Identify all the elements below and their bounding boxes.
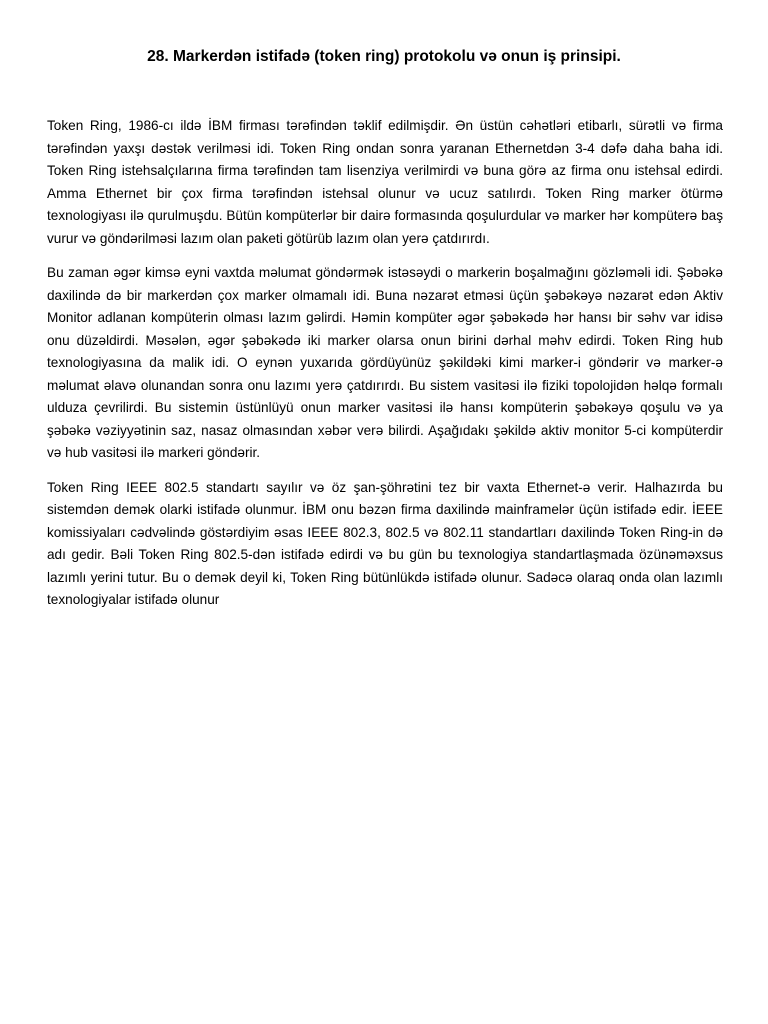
paragraph-1: Token Ring, 1986-cı ildə İBM firması tərəfindən təklif edilmişdir. Ən üstün cəhətləri etibarlı, sürətli və firma tərəfindən yaxşı dəstək verilməsi idi. Token Ring ondan sonra yaranan Ethernetdən 3-4 dəfə daha baha idi. Token Ring istehsalçılarına firma tərəfindən tam lisenziya verilmirdi və buna görə az firma onu istehsal edirdi. Amma Ethernet bir çox firma tərəfindən istehsal olunur və ucuz satılırdı. Token Ring marker ötürmə texnologiyası ilə qurulmuşdu. Bütün kompüterlər bir dairə formasında qoşulurdular və marker hər kompüterə baş vurur və göndərilməsi lazım olan paketi götürüb lazım olan yerə çatdırırdı. [47,118,723,246]
paragraph-3: Token Ring IEEE 802.5 standartı sayılır və öz şan-şöhrətini tez bir vaxta Ethernet-ə verir. Halhazırda bu sistemdən demək olarki istifadə olunmur. İBM onu bəzən firma daxilində mainframelər üçün istifadə edir. İEEE komissiyaları cədvəlində göstərdiyim əsas IEEE 802.3, 802.5 və 802.11 standartları daxilində Token Ring-in də adı gedir. Bəli Token Ring 802.5-dən istifadə edirdi və bu gün bu texnologiya standartlaşmada özünəməxsus lazımlı yerini tutur. Bu o demək deyil ki, Token Ring bütünlükdə istifadə olunur. Sadəcə olaraq onda olan lazımlı texnologiyalar istifadə olunur [47,479,723,607]
paragraph-2: Bu zaman əgər kimsə eyni vaxtda məlumat göndərmək istəsəydi o markerin boşalmağını gözləməli idi. Şəbəkə daxilində də bir markerdən çox marker olmamalı idi. Buna nəzarət etməsi üçün şəbəkəyə nəzarət edən Aktiv Monitor adlanan kompüterin olması lazım gəlirdi. Həmin kompüter əgər şəbəkədə hər hansı bir səhv var idisə onu düzəldirdi. Məsələn, əgər şəbəkədə iki marker olarsa onun birini dərhal məhv edirdi. Token Ring hub texnologiyasına da malik idi. O eynən yuxarıda gördüyünüz şəkildəki kimi marker-i göndərir və marker-ə məlumat əlavə olunandan sonra onu lazımı yerə çatdırırdı. Bu sistem vasitəsi ilə fiziki topolojidən həlqə formalı ulduza çevrilirdi. Bu sistemin üstünlüyü onun marker vasitəsi ilə hansı kompüterin şəbəkəyə qoşulu və ya şəbəkə vəziyyətinin saz, nasaz olmasından xəbər verə bilirdi. Aşağıdakı şəkildə aktiv monitor 5-ci kompüterdir və hub vasitəsi ilə markeri göndərir. [47,265,723,460]
document-title: 28. Markerdən istifadə (token ring) protokolu və onun iş prinsipi. [147,48,621,65]
document-body [47,115,723,624]
